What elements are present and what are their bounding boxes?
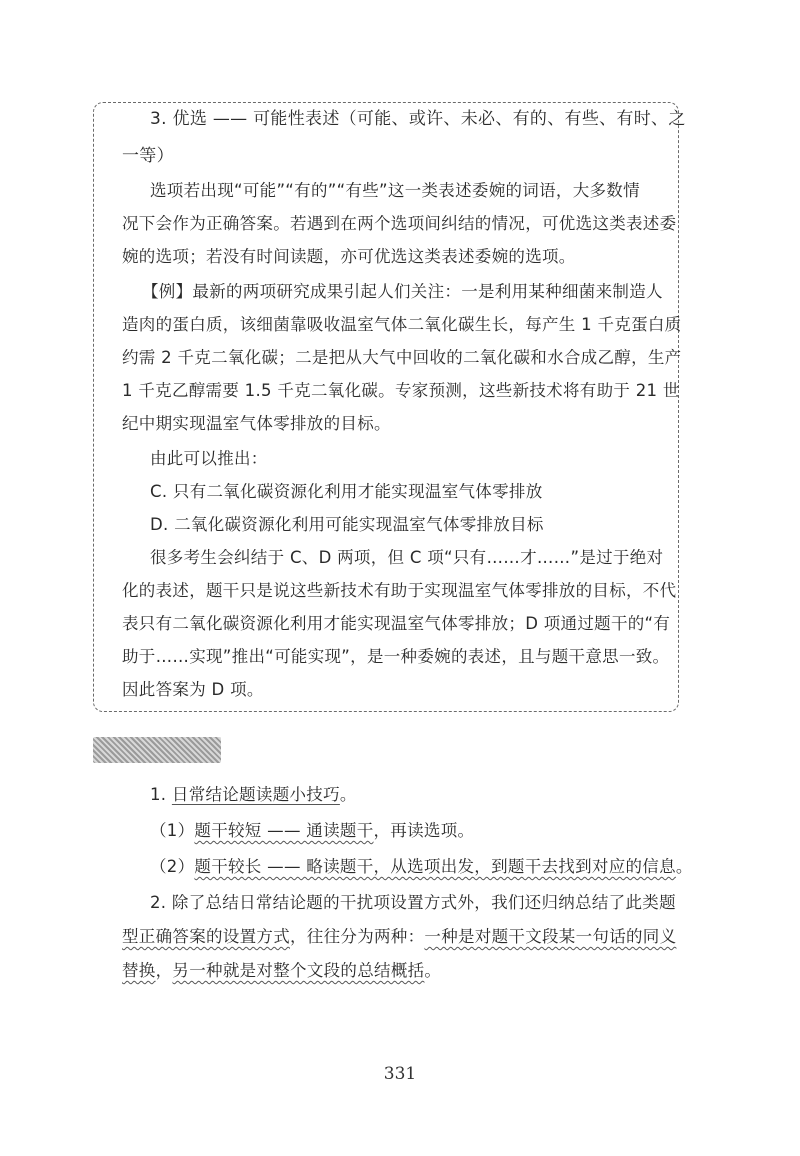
option-c: C. 只有二氧化碳资源化利用才能实现温室气体零排放 xyxy=(150,482,543,501)
tip-3 xyxy=(150,856,693,878)
point-2-line-3 xyxy=(122,960,441,982)
analysis-line-3: 表只有二氧化碳资源化利用才能实现温室气体零排放；D 项通过题干的“有 xyxy=(122,614,671,633)
point-2-line-2-key-b: 一种是对题干文段某一句话的同义 xyxy=(424,927,677,946)
analysis-line-5: 因此答案为 D 项。 xyxy=(122,680,264,699)
point-2-line-2-mid: ，往往分为两种： xyxy=(290,927,425,946)
analysis-line-1: 很多考生会纠结于 C、D 两项，但 C 项“只有……才……”是过于绝对 xyxy=(150,548,664,567)
tip-2-rest: ，再读选项。 xyxy=(373,821,475,840)
example-line-4: 1 千克乙醇需要 1.5 千克二氧化碳。专家预测，这些新技术将有助于 21 世 xyxy=(122,381,680,400)
tip-1-prefix: 1. xyxy=(150,785,172,804)
example-line-3: 约需 2 千克二氧化碳；二是把从大气中回收的二氧化碳和水合成乙醇，生产 xyxy=(122,348,682,367)
tip-2 xyxy=(150,820,474,842)
analysis-line-4: 助于……实现”推出“可能实现”，是一种委婉的表述，且与题干意思一致。 xyxy=(122,647,670,666)
para1-line-3: 婉的选项；若没有时间读题，亦可优选这类表述委婉的选项。 xyxy=(122,247,576,266)
heading-line-1: 3. 优选 —— 可能性表述（可能、或许、未必、有的、有些、有时、之 xyxy=(150,109,686,129)
example-line-1: 【例】最新的两项研究成果引起人们关注：一是利用某种细菌来制造人 xyxy=(142,282,663,301)
tip-1-text: 日常结论题读题小技巧 xyxy=(171,785,340,804)
option-d: D. 二氧化碳资源化利用可能实现温室气体零排放目标 xyxy=(150,515,544,534)
tip-1 xyxy=(150,784,357,806)
tip-2-key: 题干较短 —— 通读题干 xyxy=(194,821,374,840)
example-line-2: 造肉的蛋白质，该细菌靠吸收温室气体二氧化碳生长，每产生 1 千克蛋白质 xyxy=(122,315,682,334)
para1-line-1: 选项若出现“可能”“有的”“有些”这一类表述委婉的词语，大多数情 xyxy=(150,181,640,200)
point-2-line-1: 2. 除了总结日常结论题的干扰项设置方式外，我们还归纳总结了此类题 xyxy=(150,893,676,912)
point-2-line-3-key-b: 另一种就是对整个文段的总结概括 xyxy=(172,961,425,980)
point-2-line-3-key-a: 替换 xyxy=(122,961,156,980)
tip-3-suffix: 。 xyxy=(675,857,693,876)
tip-3-key: 题干较长 —— 略读题干，从选项出发，到题干去找到对应的信息 xyxy=(194,857,676,876)
point-2-line-2 xyxy=(122,926,676,948)
page-number: 331 xyxy=(383,1064,417,1084)
heading-line-2: 一等） xyxy=(122,146,174,166)
question-line: 由此可以推出： xyxy=(150,449,268,468)
para1-line-2: 况下会作为正确答案。若遇到在两个选项间纠结的情况，可优选这类表述委 xyxy=(122,214,677,233)
tip-2-prefix: （1） xyxy=(150,821,195,840)
point-2-line-2-key-a: 型正确答案的设置方式 xyxy=(122,927,290,946)
section-badge-smudged xyxy=(93,737,221,763)
analysis-line-2: 化的表述，题干只是说这些新技术有助于实现温室气体零排放的目标，不代 xyxy=(122,581,677,600)
example-line-5: 纪中期实现温室气体零排放的目标。 xyxy=(122,414,391,433)
tip-1-suffix: 。 xyxy=(339,785,357,804)
point-2-line-3-end: 。 xyxy=(424,961,442,980)
tip-3-prefix: （2） xyxy=(150,857,195,876)
point-2-line-3-mid: ， xyxy=(155,961,173,980)
